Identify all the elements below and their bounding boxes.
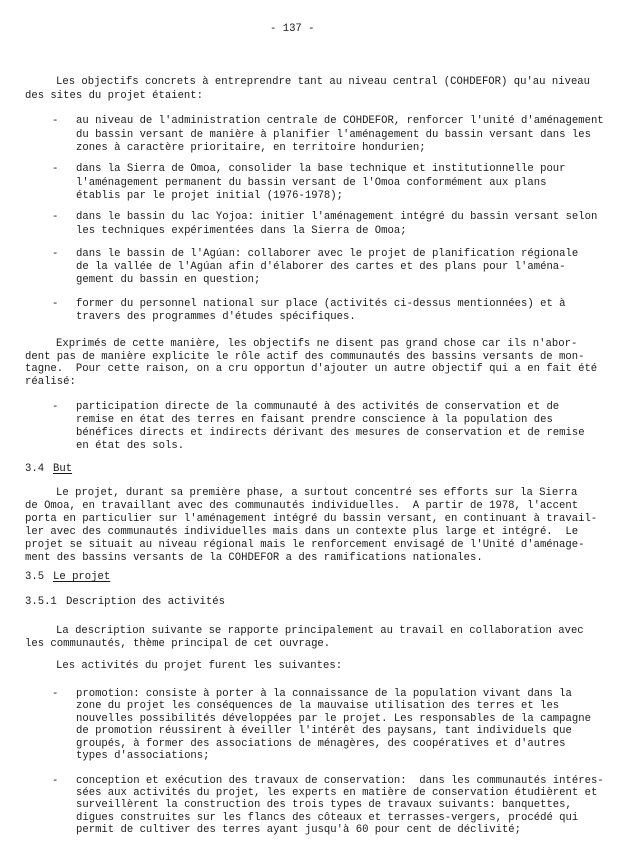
text-line: de la vallée de l'Agúan afin d'élaborer des cartes et des plans pour l'aména- (76, 261, 566, 273)
text-line: nouvelles possibilités développées par le projet. Les responsables de la campagne (76, 712, 591, 725)
text-line: dans le bassin du lac Yojoa: initier l'aménagement intégré du bassin versant selon (76, 211, 598, 223)
bullet-dash: - (52, 688, 59, 700)
text-line: digues construites sur les flancs des côteaux et terrasses-vergers, procédé qui (76, 811, 579, 824)
text-line: dans le bassin de l'Agúan: collaborer avec le projet de planification régionale (76, 248, 579, 260)
text-line: dent pas de manière explicite le rôle actif des communautés des bassins versants de mon- (25, 350, 585, 363)
text-line: dans la Sierra de Omoa, consolider la base technique et institutionnelle pour (76, 163, 566, 175)
text-line: porta en particulier sur l'aménagement intégré du bassin versant, en continuant à travail- (25, 513, 598, 525)
text-line: en état des sols. (76, 440, 185, 452)
bullet-dash: - (52, 401, 59, 413)
text-line: conception et exécution des travaux de conservation: dans les communautés intéres- (76, 775, 604, 787)
section-title: But (53, 463, 73, 475)
text-line: zone du projet les conséquences de la mauvaise utilisation des terres et les (76, 700, 560, 713)
text-line: projet se situait au niveau régional mais le renforcement envisagé de l'Unité d'aménage- (25, 539, 585, 551)
bullet-dash: - (52, 775, 59, 787)
text-line: participation directe de la communauté à des activités de conservation et de (76, 401, 560, 413)
text-line: ment des bassins versants de la COHDEFOR a des ramifications nationales. (25, 552, 483, 564)
text-line: travers des programmes d'études spécifiques. (76, 311, 356, 323)
text-line: Exprimés de cette manière, les objectifs ne disent pas grand chose car ils n'abor- (56, 338, 578, 350)
text-line: zones à caractère prioritaire, en territoire hondurien; (76, 142, 426, 154)
text-line: La description suivante se rapporte principalement au travail en collaboration avec (56, 625, 584, 637)
text-line: tagne. Pour cette raison, on a cru opportun d'ajouter un autre objectif qui a en fait été (25, 363, 598, 376)
text-line: bénéfices directs et indirects dérivant des mesures de conservation et de remise (76, 427, 585, 439)
text-line: les techniques expérimentées dans la Sierra de Omoa; (76, 224, 407, 237)
text-line: Les objectifs concrets à entreprendre tant au niveau central (COHDEFOR) qu'au niveau (56, 76, 591, 88)
text-line: les communautés, thème principal de cet ouvrage. (25, 638, 331, 650)
text-line: permit de cultiver des terres ayant jusqu'à 60 pour cent de déclivité; (76, 823, 522, 836)
bullet-dash: - (52, 248, 59, 260)
section-number: 3.4 (25, 463, 45, 475)
text-line: l'aménagement permanent du bassin versant de l'Omoa conformément aux plans (76, 176, 547, 189)
section-number: 3.5.1 (25, 596, 57, 608)
text-line: surveillèrent la construction des trois types de travaux suivants: banquettes, (76, 799, 572, 812)
text-line: types d'associations; (76, 750, 210, 762)
section-title: Description des activités (66, 596, 225, 608)
text-line: au niveau de l'administration centrale de COHDEFOR, renforcer l'unité d'aménagement (76, 115, 604, 127)
text-line: remise en état des terres en faisant prendre conscience à la population des (76, 414, 553, 426)
text-line: gement du bassin en question; (76, 274, 261, 286)
text-line: réalisé: (25, 376, 76, 389)
text-line: former du personnel national sur place (activités ci-dessus mentionnées) et à (76, 298, 566, 310)
bullet-dash: - (52, 115, 59, 127)
bullet-dash: - (52, 211, 59, 223)
text-line: du bassin versant de manière à planifier l'aménagement du bassin versant dans les (76, 128, 591, 141)
section-number: 3.5 (25, 571, 45, 583)
text-line: des sites du projet étaient: (25, 90, 204, 102)
text-line: groupés, à former des associations de ménagères, des coopératives et d'autres (76, 737, 566, 750)
text-line: de Omoa, en travaillant avec des communautés individuelles. A partir de 1978, l'accent (25, 500, 579, 512)
page-number: - 137 - (270, 23, 315, 35)
text-line: sées aux activités du projet, les experts en matière de conservation étudièrent et (76, 787, 598, 800)
section-title: Le projet (53, 571, 111, 583)
text-line: promotion: consiste à porter à la connaissance de la population vivant dans la (76, 688, 572, 700)
text-line: de promotion réussirent à éveiller l'intérêt des paysans, tant individuels que (76, 725, 572, 738)
bullet-dash: - (52, 298, 59, 310)
text-line: établis par le projet initial (1976-1978); (76, 190, 344, 202)
text-line: ler avec des communautés individuelles mais dans un contexte plus large et intégré. Le (25, 526, 579, 538)
bullet-dash: - (52, 163, 59, 175)
text-line: Le projet, durant sa première phase, a surtout concentré ses efforts sur la Sierra (56, 487, 578, 499)
text-line: Les activités du projet furent les suivantes: (56, 660, 343, 672)
